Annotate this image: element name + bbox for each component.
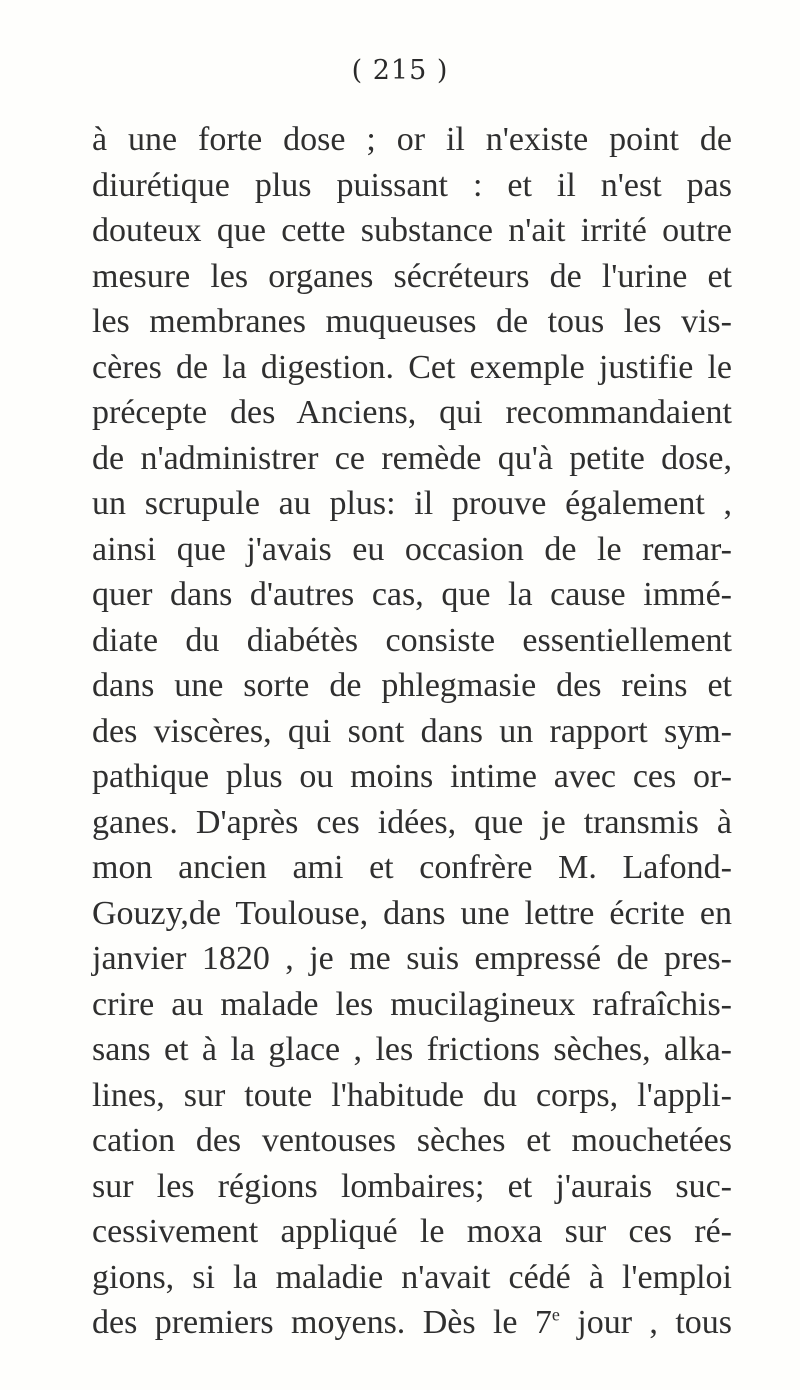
text-line: des viscères, qui sont dans un rapport sym- bbox=[92, 712, 732, 750]
text-line: de n'administrer ce remède qu'à petite dose, bbox=[92, 439, 732, 477]
text-line-last bbox=[92, 1300, 732, 1346]
text-line: ganes. D'après ces idées, que je transmis à bbox=[92, 803, 732, 841]
text-line: janvier 1820 , je me suis empressé de pres- bbox=[92, 940, 732, 977]
text-line: mon ancien ami et confrère M. Lafond- bbox=[92, 849, 732, 886]
text-line: les membranes muqueuses de tous les vis- bbox=[92, 303, 732, 340]
text-line: ainsi que j'avais eu occasion de le remar- bbox=[92, 530, 732, 568]
text-line: sur les régions lombaires; et j'aurais suc- bbox=[92, 1167, 732, 1205]
text-line: cères de la digestion. Cet exemple justifie le bbox=[92, 348, 732, 386]
text-line: cessivement appliqué le moxa sur ces ré- bbox=[92, 1213, 732, 1250]
ordinal-superscript: e bbox=[551, 1304, 560, 1325]
text-line: sans et à la glace , les frictions sèches, alka- bbox=[92, 1031, 732, 1068]
text-line: quer dans d'autres cas, que la cause immé- bbox=[92, 576, 732, 613]
text-line: gions, si la maladie n'avait cédé à l'emploi bbox=[92, 1258, 732, 1296]
text-line: douteux que cette substance n'ait irrité outre bbox=[92, 212, 732, 249]
text-line: à une forte dose ; or il n'existe point de bbox=[92, 121, 732, 158]
text-line: un scrupule au plus: il prouve également , bbox=[92, 485, 732, 522]
text-line: cation des ventouses sèches et mouchetées bbox=[92, 1122, 732, 1159]
body-text bbox=[92, 117, 732, 1346]
text-line: Gouzy,de Toulouse, dans une lettre écrite en bbox=[92, 894, 732, 932]
text-line: diurétique plus puissant : et il n'est pas bbox=[92, 166, 732, 204]
text-line: mesure les organes sécréteurs de l'urine et bbox=[92, 257, 732, 295]
text-line: dans une sorte de phlegmasie des reins et bbox=[92, 667, 732, 704]
page-number: ( 215 ) bbox=[351, 55, 449, 86]
last-line-before: des premiers moyens. Dès le 7 bbox=[92, 1304, 552, 1341]
text-line: précepte des Anciens, qui recommandaient bbox=[92, 394, 732, 431]
text-line: pathique plus ou moins intime avec ces or- bbox=[92, 758, 732, 795]
last-line-after: jour , tous bbox=[559, 1304, 732, 1341]
text-line: diate du diabétès consiste essentiellement bbox=[92, 621, 732, 659]
text-line: lines, sur toute l'habitude du corps, l'appli- bbox=[92, 1076, 732, 1114]
text-line: crire au malade les mucilagineux rafraîchis- bbox=[92, 985, 732, 1023]
